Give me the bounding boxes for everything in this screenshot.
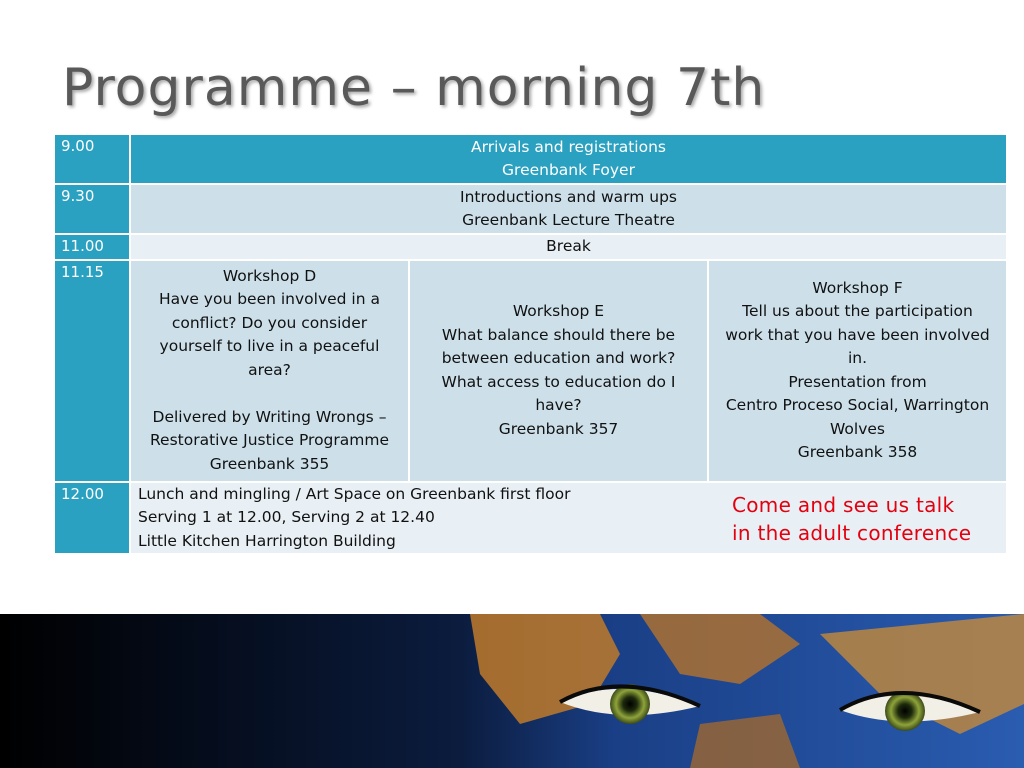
workshop-line: Workshop D — [222, 266, 317, 285]
time-cell: 9.30 — [54, 184, 130, 234]
session-cell — [130, 134, 1007, 184]
workshop-e-cell — [409, 260, 708, 482]
session-location: Greenbank Lecture Theatre — [462, 211, 675, 229]
workshop-line: Presentation from — [788, 372, 927, 391]
table-row — [54, 234, 1007, 260]
session-title: Introductions and warm ups — [460, 187, 677, 206]
session-cell — [130, 234, 1007, 260]
workshop-line: Wolves — [830, 419, 885, 438]
table-row — [54, 260, 1007, 482]
workshop-line: Greenbank 358 — [797, 443, 918, 461]
workshop-line: in. — [847, 349, 868, 367]
face-globe-photo — [0, 614, 1024, 768]
lunch-line: Serving 1 at 12.00, Serving 2 at 12.40 — [138, 508, 435, 526]
workshop-line: Centro Proceso Social, Warrington — [725, 396, 990, 414]
workshop-f-cell — [708, 260, 1007, 482]
time-cell: 11.00 — [54, 234, 130, 260]
workshop-line: work that you have been involved — [725, 325, 990, 344]
workshop-line: yourself to live in a peaceful — [159, 337, 380, 356]
callout-line: Come and see us talk — [732, 493, 955, 517]
callout-text — [732, 491, 971, 547]
callout-line: in the adult conference — [732, 521, 972, 545]
lunch-line: Little Kitchen Harrington Building — [138, 531, 396, 550]
workshop-line: Tell us about the participation — [742, 302, 973, 320]
workshop-line: Have you been involved in a — [159, 290, 380, 309]
time-cell: 12.00 — [54, 482, 130, 555]
workshop-line: Greenbank 355 — [209, 454, 330, 473]
workshop-line: area? — [248, 360, 291, 379]
slide-title: Programme – morning 7th — [62, 58, 766, 118]
iris-right — [885, 691, 925, 731]
workshop-line: Greenbank 357 — [498, 419, 619, 438]
session-title: Break — [546, 237, 591, 255]
workshop-line: conflict? Do you consider — [171, 313, 368, 332]
workshop-line: Delivered by Writing Wrongs – — [152, 407, 387, 426]
workshop-line: Workshop E — [512, 302, 605, 320]
workshop-line: between education and work? — [441, 349, 676, 367]
table-row — [54, 184, 1007, 234]
time-cell: 11.15 — [54, 260, 130, 482]
workshop-line: What access to education do I — [441, 372, 676, 391]
workshop-d-cell — [130, 260, 409, 482]
workshop-line: Workshop F — [812, 278, 903, 297]
session-title: Arrivals and registrations — [471, 137, 666, 156]
workshop-line: What balance should there be — [441, 325, 676, 344]
lunch-line: Lunch and mingling / Art Space on Greenbank first floor — [138, 484, 571, 503]
table-row — [54, 134, 1007, 184]
workshop-line: have? — [535, 396, 582, 414]
session-location: Greenbank Foyer — [502, 161, 635, 179]
blank-line — [135, 382, 404, 406]
session-cell — [130, 184, 1007, 234]
face-globe-image — [0, 614, 1024, 768]
workshop-line: Restorative Justice Programme — [149, 431, 389, 450]
time-cell: 9.00 — [54, 134, 130, 184]
